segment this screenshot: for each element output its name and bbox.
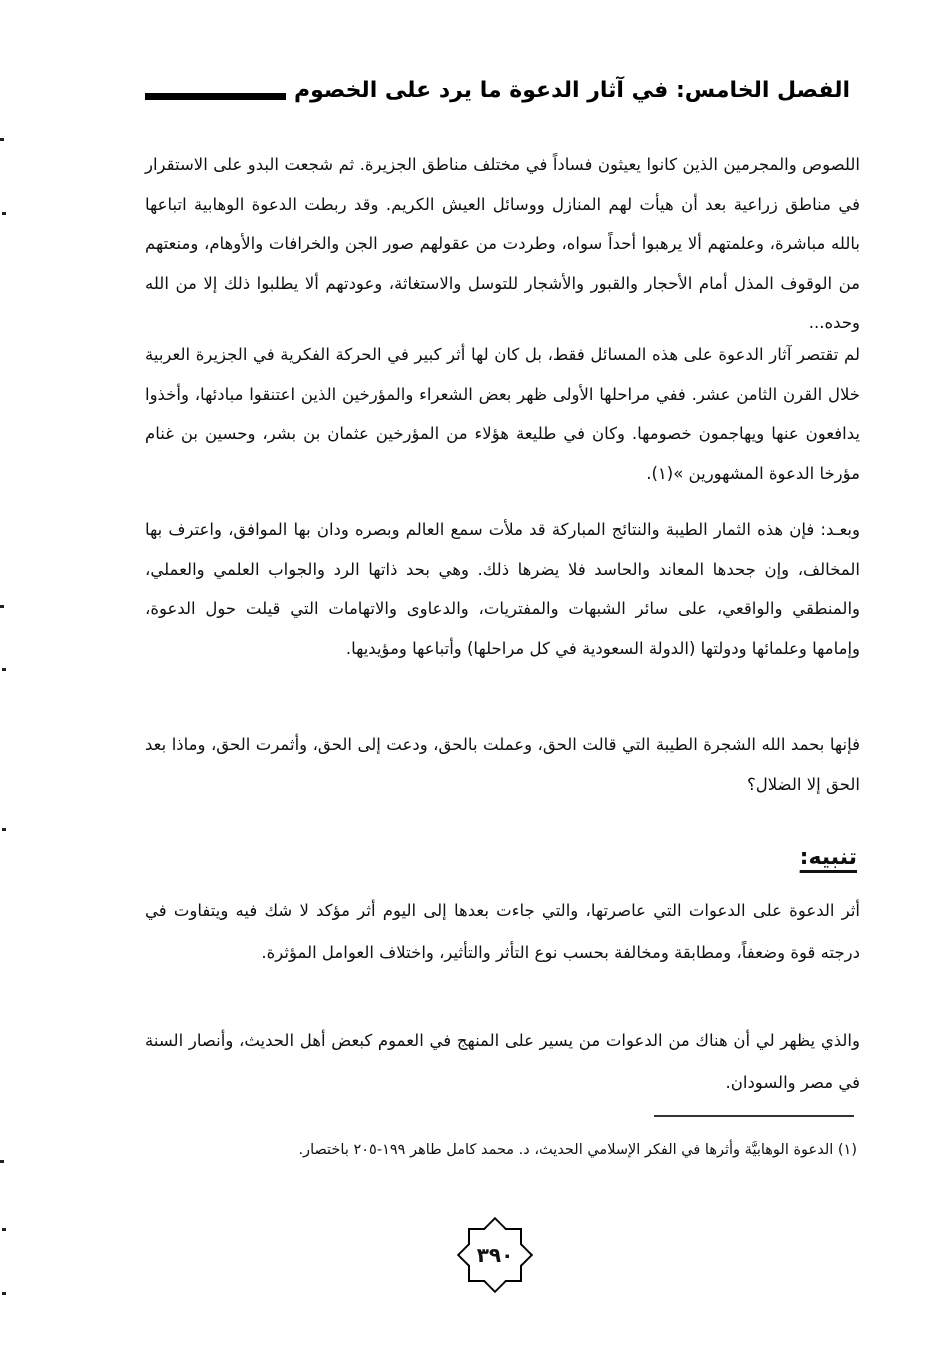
paragraph-text: والذي يظهر لي أن هناك من الدعوات من يسير على المنهج في العموم كبعض أهل الحديث، وأنصار السنة في مصر والسودان. xyxy=(145,1031,860,1092)
chapter-header xyxy=(145,70,850,110)
scan-mark xyxy=(2,1228,6,1231)
paragraph-4 xyxy=(145,725,860,804)
footnote: (١) الدعوة الوهابيَّة وأثرها في الفكر الإسلامي الحديث، د. محمد كامل طاهر ١٩٩-٢٠٥ باختصار. xyxy=(298,1142,857,1158)
paragraph-text: وبعـد: فإن هذه الثمار الطيبة والنتائج المباركة قد ملأت سمع العالم وبصره ودان بها الموافق، واعترف بها المخالف، وإن جحدها المعاند والحاسد فلا يضرها ذلك. وهي بحد ذاتها الرد والجواب العلمي والعملي، والمنطقي والواقعي، على سائر الشبهات والمفتريات، والدعاوى والاتهامات التي قيلت حول الدعوة، وإمامها وعلمائها ودولتها (الدولة السعودية في كل مراحلها) وأتباعها ومؤيديها. xyxy=(145,520,860,658)
paragraph-2 xyxy=(145,335,860,493)
scan-mark xyxy=(2,1292,6,1295)
footnote-divider xyxy=(654,1115,854,1117)
page-number: ٣٩٠ xyxy=(476,1243,514,1267)
paragraph-1 xyxy=(145,145,860,343)
header-rule xyxy=(145,93,286,100)
paragraph-text: فإنها بحمد الله الشجرة الطيبة التي قالت الحق، وعملت بالحق، ودعت إلى الحق، وأثمرت الحق، وماذا بعد الحق إلا الضلال؟ xyxy=(145,735,860,794)
note-paragraph-2 xyxy=(145,1020,860,1104)
paragraph-text: أثر الدعوة على الدعوات التي عاصرتها، والتي جاءت بعدها إلى اليوم أثر مؤكد لا شك فيه ويتفاوت في درجته قوة وضعفاً، ومطابقة ومخالفة بحسب نوع التأثر والتأثير، واختلاف العوامل المؤثرة. xyxy=(145,901,860,962)
scan-mark xyxy=(2,828,6,831)
page-number-ornament xyxy=(453,1213,537,1297)
paragraph-3 xyxy=(145,510,860,668)
scan-mark xyxy=(0,138,4,141)
scan-mark xyxy=(0,1160,4,1163)
scan-mark xyxy=(2,212,6,215)
paragraph-text: لم تقتصر آثار الدعوة على هذه المسائل فقط، بل كان لها أثر كبير في الحركة الفكرية في الجزيرة العربية خلال القرن الثامن عشر. ففي مراحلها الأولى ظهر بعض الشعراء والمؤرخين الذين اعتنقوا مبادئها، وأخذوا يدافعون عنها ويهاجمون خصومها. وكان في طليعة هؤلاء من المؤرخين عثمان بن بشر، وحسين بن غنام مؤرخا الدعوة المشهورين »(١). xyxy=(145,345,860,483)
chapter-title: الفصل الخامس: في آثار الدعوة ما يرد على الخصوم xyxy=(293,77,850,103)
scan-mark xyxy=(0,605,4,608)
scan-mark xyxy=(2,668,6,671)
note-paragraph-1 xyxy=(145,890,860,974)
note-heading: تنبيه: xyxy=(799,845,857,870)
paragraph-text: اللصوص والمجرمين الذين كانوا يعيثون فساداً في مختلف مناطق الجزيرة. ثم شجعت البدو على الاستقرار في مناطق زراعية بعد أن هيأت لهم المنازل ووسائل العيش الكريم. وقد ربطت الدعوة الوهابية اتباعها بالله مباشرة، وعلمتهم ألا يرهبوا أحداً سواه، وطردت من عقولهم صور الجن والخرافات والأوهام، ومنعتهم من الوقوف المذل أمام الأحجار والقبور والأشجار للتوسل والاستغاثة، وعودتهم ألا يطلبوا ذلك إلا من الله وحده... xyxy=(145,155,860,332)
